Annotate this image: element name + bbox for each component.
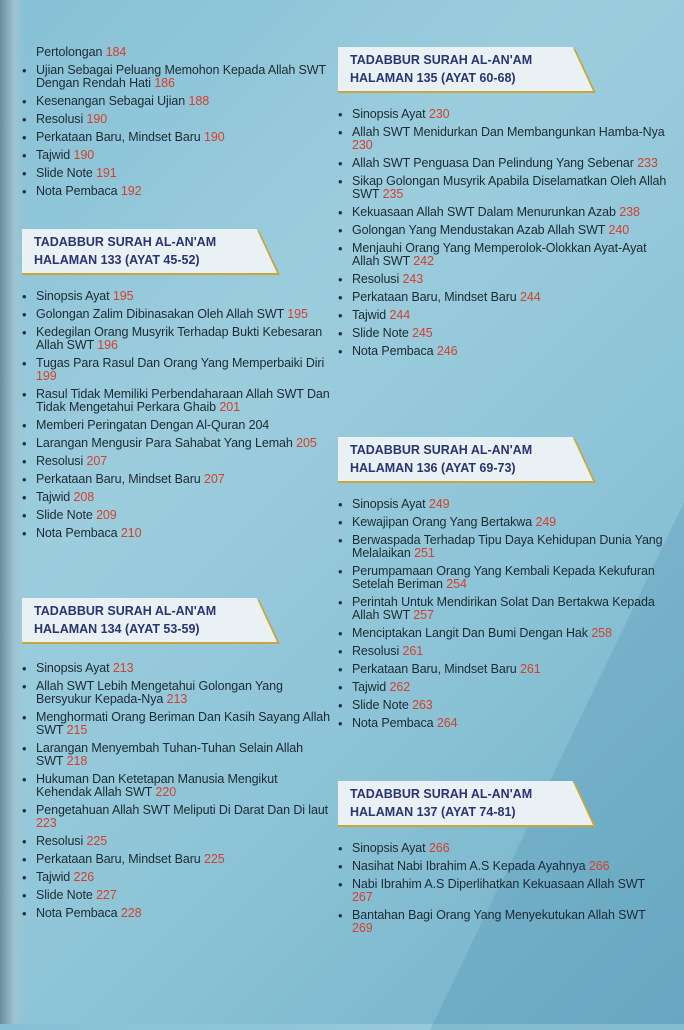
- toc-item: • Perkataan Baru, Mindset Baru 244: [338, 291, 668, 304]
- section-title: TADABBUR SURAH AL-AN'AM: [34, 604, 217, 618]
- toc-item: • Perkataan Baru, Mindset Baru 225: [22, 853, 332, 866]
- toc-item: • Slide Note 245: [338, 327, 668, 340]
- toc-item: • Nota Pembaca 264: [338, 717, 668, 730]
- section-title: TADABBUR SURAH AL-AN'AM: [350, 787, 533, 801]
- toc-item: • Resolusi 243: [338, 273, 668, 286]
- section-list-halaman-134: [22, 662, 332, 920]
- toc-item: • Nota Pembaca 192: [22, 185, 332, 198]
- toc-item: • Kekuasaan Allah SWT Dalam Menurunkan Azab 238: [338, 206, 668, 219]
- toc-item: • Menciptakan Langit Dan Bumi Dengan Hak 258: [338, 627, 668, 640]
- book-spine-shadow: [0, 0, 24, 1024]
- left-top-list-segment: [22, 46, 332, 203]
- toc-item: • Tugas Para Rasul Dan Orang Yang Memperbaiki Diri 199: [22, 357, 332, 383]
- toc-item: • Kedegilan Orang Musyrik Terhadap Bukti Kebesaran Allah SWT 196: [22, 326, 332, 352]
- toc-item: • Perkataan Baru, Mindset Baru 207: [22, 473, 332, 486]
- toc-item: • Tajwid 262: [338, 681, 668, 694]
- toc-item: • Golongan Zalim Dibinasakan Oleh Allah SWT 195: [22, 308, 332, 321]
- toc-item: • Perkataan Baru, Mindset Baru 190: [22, 131, 332, 144]
- section-list-segment: [338, 842, 668, 940]
- toc-item: • Tajwid 208: [22, 491, 332, 504]
- section-header-halaman-136: [338, 437, 606, 481]
- toc-item: • Rasul Tidak Memiliki Perbendaharaan Allah SWT Dan Tidak Mengetahui Perkara Ghaib 201: [22, 388, 332, 414]
- section-list-halaman-136: [338, 498, 668, 730]
- toc-item: • Perkataan Baru, Mindset Baru 261: [338, 663, 668, 676]
- toc-item: • Sinopsis Ayat 195: [22, 290, 332, 303]
- toc-item: • Slide Note 191: [22, 167, 332, 180]
- toc-item: • Nabi Ibrahim A.S Diperlihatkan Kekuasaan Allah SWT 267: [338, 878, 668, 904]
- left-top-list: [22, 46, 332, 198]
- toc-item: • Sinopsis Ayat 249: [338, 498, 668, 511]
- section-list-halaman-137: [338, 842, 668, 935]
- toc-item: • Resolusi 207: [22, 455, 332, 468]
- toc-item: • Tajwid 190: [22, 149, 332, 162]
- section-title: TADABBUR SURAH AL-AN'AM: [350, 53, 533, 67]
- section-list-segment: [22, 662, 332, 925]
- toc-item: • Ujian Sebagai Peluang Memohon Kepada Allah SWT Dengan Rendah Hati 186: [22, 64, 332, 90]
- toc-item: • Resolusi 190: [22, 113, 332, 126]
- toc-item: • Allah SWT Lebih Mengetahui Golongan Yang Bersyukur Kepada-Nya 213: [22, 680, 332, 706]
- toc-item: • Perumpamaan Orang Yang Kembali Kepada Kekufuran Setelah Beriman 254: [338, 565, 668, 591]
- section-subtitle: HALAMAN 134 (AYAT 53-59): [34, 622, 200, 636]
- toc-item: • Sinopsis Ayat 266: [338, 842, 668, 855]
- section-title: TADABBUR SURAH AL-AN'AM: [34, 235, 217, 249]
- section-list-segment: [338, 108, 668, 363]
- toc-item: • Allah SWT Menidurkan Dan Membangunkan Hamba-Nya 230: [338, 126, 668, 152]
- section-list-segment: [22, 290, 332, 545]
- section-header-halaman-133: [22, 229, 290, 273]
- toc-item: • Sikap Golongan Musyrik Apabila Diselamatkan Oleh Allah SWT 235: [338, 175, 668, 201]
- toc-item: • Berwaspada Terhadap Tipu Daya Kehidupan Dunia Yang Melalaikan 251: [338, 534, 668, 560]
- section-subtitle: HALAMAN 137 (AYAT 74-81): [350, 805, 516, 819]
- toc-item: • Sinopsis Ayat 230: [338, 108, 668, 121]
- section-list-segment: [338, 498, 668, 735]
- toc-item: • Hukuman Dan Ketetapan Manusia Mengikut Kehendak Allah SWT 220: [22, 773, 332, 799]
- toc-item: • Slide Note 209: [22, 509, 332, 522]
- toc-item: • Memberi Peringatan Dengan Al-Quran 204: [22, 419, 332, 432]
- section-list-halaman-135: [338, 108, 668, 358]
- toc-item: Pertolongan 184: [36, 45, 127, 59]
- toc-item: • Nota Pembaca 228: [22, 907, 332, 920]
- toc-item: • Resolusi 225: [22, 835, 332, 848]
- toc-item: • Bantahan Bagi Orang Yang Menyekutukan Allah SWT 269: [338, 909, 668, 935]
- section-header-halaman-134: [22, 598, 290, 642]
- section-title: TADABBUR SURAH AL-AN'AM: [350, 443, 533, 457]
- toc-item: • Larangan Mengusir Para Sahabat Yang Lemah 205: [22, 437, 332, 450]
- toc-item: • Slide Note 263: [338, 699, 668, 712]
- toc-item: • Nota Pembaca 246: [338, 345, 668, 358]
- toc-item: • Kesenangan Sebagai Ujian 188: [22, 95, 332, 108]
- toc-item: • Slide Note 227: [22, 889, 332, 902]
- section-header-halaman-137: [338, 781, 606, 825]
- toc-item: • Pengetahuan Allah SWT Meliputi Di Darat Dan Di laut 223: [22, 804, 332, 830]
- toc-item: • Nasihat Nabi Ibrahim A.S Kepada Ayahnya 266: [338, 860, 668, 873]
- toc-item: • Golongan Yang Mendustakan Azab Allah SWT 240: [338, 224, 668, 237]
- toc-item: • Nota Pembaca 210: [22, 527, 332, 540]
- toc-item: • Menjauhi Orang Yang Memperolok-Olokkan Ayat-Ayat Allah SWT 242: [338, 242, 668, 268]
- section-list-halaman-133: [22, 290, 332, 540]
- section-header-halaman-135: [338, 47, 606, 91]
- toc-item: • Allah SWT Penguasa Dan Pelindung Yang Sebenar 233: [338, 157, 668, 170]
- section-subtitle: HALAMAN 135 (AYAT 60-68): [350, 71, 516, 85]
- section-subtitle: HALAMAN 136 (AYAT 69-73): [350, 461, 516, 475]
- toc-item: • Tajwid 244: [338, 309, 668, 322]
- toc-item: • Perintah Untuk Mendirikan Solat Dan Bertakwa Kepada Allah SWT 257: [338, 596, 668, 622]
- toc-item: • Larangan Menyembah Tuhan-Tuhan Selain Allah SWT 218: [22, 742, 332, 768]
- toc-item: • Resolusi 261: [338, 645, 668, 658]
- section-subtitle: HALAMAN 133 (AYAT 45-52): [34, 253, 200, 267]
- toc-item: • Kewajipan Orang Yang Bertakwa 249: [338, 516, 668, 529]
- toc-item: • Sinopsis Ayat 213: [22, 662, 332, 675]
- toc-item: • Menghormati Orang Beriman Dan Kasih Sayang Allah SWT 215: [22, 711, 332, 737]
- toc-item: • Tajwid 226: [22, 871, 332, 884]
